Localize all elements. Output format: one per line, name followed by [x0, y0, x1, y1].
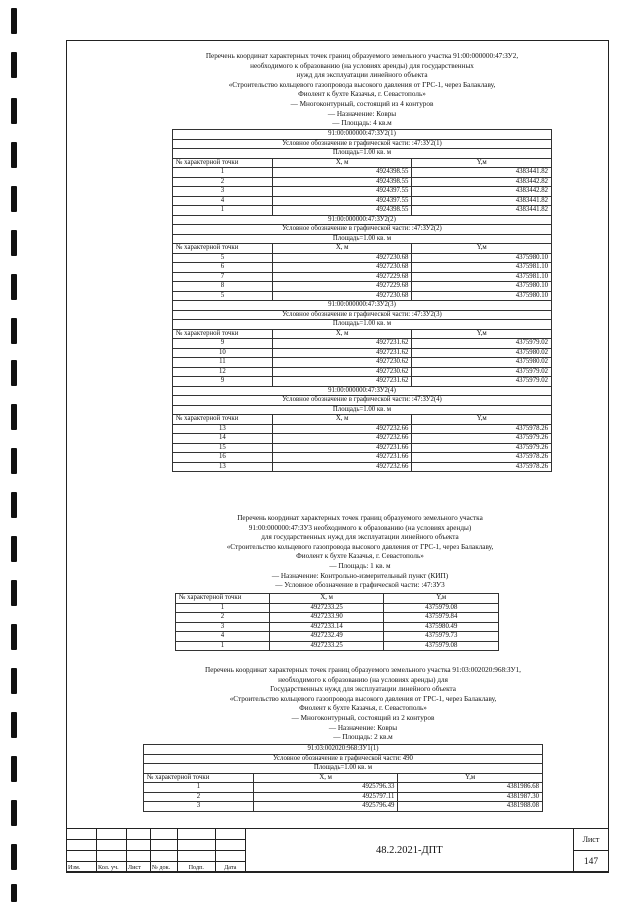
section-condition: Условное обозначение в графической части: 490 — [144, 754, 543, 764]
stamp-cell — [177, 851, 215, 862]
coord-y: 4375981.10 — [412, 263, 552, 273]
section-cad: 91:00:000000:47:ЗУ2(3) — [173, 301, 552, 311]
binding-mark — [11, 536, 17, 562]
binding-mark — [11, 8, 17, 34]
coord-y: 4375980.10 — [412, 282, 552, 292]
coord-y: 4375979.73 — [384, 632, 499, 642]
point-number: 3 — [173, 187, 273, 197]
coord-x: 4927233.90 — [269, 613, 384, 623]
binding-mark — [11, 98, 17, 124]
stamp-table — [66, 828, 609, 873]
coord-x: 4924397.55 — [272, 196, 412, 206]
header-line: Фиолент к бухте Казачья, г. Севастополь» — [296, 552, 424, 561]
header-line: — Назначение: Ковры — [328, 723, 398, 732]
stamp-cell — [126, 851, 150, 862]
coord-y: 4375979.26 — [412, 443, 552, 453]
point-number: 1 — [173, 168, 273, 178]
point-number: 3 — [144, 802, 254, 812]
coord-y: 4375981.10 — [412, 272, 552, 282]
section-area-row — [173, 149, 552, 159]
point-number: 9 — [173, 377, 273, 387]
header-line: необходимого к образованию (на условиях аренды) для государственных — [250, 61, 474, 70]
binding-mark — [11, 404, 17, 430]
stamp-label-signature: Подп. — [177, 862, 215, 873]
section-cond-row — [173, 310, 552, 320]
binding-mark — [11, 318, 17, 344]
binding-mark — [11, 580, 17, 606]
col-header-y: Y,м — [398, 773, 543, 783]
coord-y: 4375979.02 — [412, 377, 552, 387]
stamp-cell — [215, 851, 245, 862]
point-number: 2 — [176, 613, 270, 623]
coord-x: 4927233.25 — [269, 641, 384, 651]
block1-coords-table — [172, 129, 552, 472]
header-line: — Площадь: 2 кв.м — [333, 733, 393, 742]
binding-mark — [11, 712, 17, 738]
binding-mark — [11, 274, 17, 300]
section-area-row — [173, 234, 552, 244]
point-number: 13 — [173, 462, 273, 472]
coord-y: 4383441.82 — [412, 196, 552, 206]
coord-x: 4927232.66 — [272, 434, 412, 444]
table-row — [144, 783, 543, 793]
point-number: 15 — [173, 443, 273, 453]
column-header-row — [173, 244, 552, 254]
binding-mark — [11, 884, 17, 902]
stamp-cell — [126, 840, 150, 851]
coord-y: 4375979.26 — [412, 434, 552, 444]
coord-y: 4375978.26 — [412, 424, 552, 434]
header-line: необходимого к образованию (на условиях аренды) для — [278, 675, 448, 684]
binding-mark — [11, 800, 17, 826]
table-row — [173, 434, 552, 444]
header-line: Фиолент к бухте Казачья, г. Севастополь» — [299, 704, 427, 713]
section-condition: Условное обозначение в графической части: :47:ЗУ2(3) — [173, 310, 552, 320]
coord-x: 4927231.66 — [272, 453, 412, 463]
coord-x: 4924398.55 — [272, 168, 412, 178]
table-row — [173, 443, 552, 453]
col-header-x: X, м — [272, 158, 412, 168]
stamp-cell — [126, 829, 150, 840]
table-row — [173, 453, 552, 463]
section-area: Площадь=1.00 кв. м — [173, 149, 552, 159]
table-row — [173, 339, 552, 349]
binding-mark — [11, 142, 17, 168]
header-line: — Назначение: Контрольно-измерительный пункт (КИП) — [271, 571, 449, 580]
binding-mark — [11, 52, 17, 78]
stamp-cell — [150, 851, 177, 862]
coord-y: 4375980.10 — [412, 291, 552, 301]
stamp-cell — [177, 840, 215, 851]
header-line: — Условное обозначение в графической части: :47:ЗУ3 — [275, 581, 445, 590]
table-row — [173, 282, 552, 292]
stamp-label-count: Кол. уч. — [96, 862, 126, 873]
coord-y: 4375979.08 — [384, 641, 499, 651]
section-area-row — [144, 764, 543, 774]
coord-x: 4927232.49 — [269, 632, 384, 642]
binding-mark — [11, 448, 17, 474]
table-row — [173, 377, 552, 387]
binding-mark — [11, 756, 17, 782]
col-header-y: Y,м — [412, 244, 552, 254]
binding-mark — [11, 844, 17, 870]
coord-x: 4924397.55 — [272, 187, 412, 197]
header-line: «Строительство кольцевого газопровода высокого давления от ГРС-1, через Балаклаву, — [228, 80, 496, 89]
coord-x: 4927230.68 — [272, 253, 412, 263]
coord-x: 4927230.62 — [272, 358, 412, 368]
header-line: 91:00:000000:47:ЗУ3 необходимого к образованию (на условиях аренды) — [248, 523, 472, 532]
section-cond-row — [173, 225, 552, 235]
col-header-point: № характерной точки — [144, 773, 254, 783]
table-row — [173, 367, 552, 377]
coord-y: 4375979.02 — [412, 367, 552, 377]
coord-x: 4927231.62 — [272, 348, 412, 358]
header-line: Государственных нужд для эксплуатации линейного объекта — [270, 685, 456, 694]
point-number: 11 — [173, 358, 273, 368]
table-row — [173, 168, 552, 178]
coord-y: 4381988.08 — [398, 802, 543, 812]
document-code: 48.2.2021-ДПТ — [245, 829, 573, 873]
point-number: 9 — [173, 339, 273, 349]
col-header-point: № характерной точки — [176, 594, 270, 604]
block2-coords-table — [175, 593, 499, 651]
coord-y: 4381987.30 — [398, 792, 543, 802]
point-number: 1 — [173, 206, 273, 216]
table-row — [173, 206, 552, 216]
col-header-point: № характерной точки — [173, 329, 273, 339]
header-line: для государственных нужд для эксплуатации линейного объекта — [261, 533, 459, 542]
title-stamp — [66, 828, 609, 872]
point-number: 1 — [176, 641, 270, 651]
header-line: — Площадь: 1 кв. м — [329, 561, 391, 570]
sheet-label: Лист — [573, 829, 608, 851]
col-header-point: № характерной точки — [173, 415, 273, 425]
coord-x: 4924398.55 — [272, 177, 412, 187]
point-number: 1 — [144, 783, 254, 793]
stamp-label-date: Дата — [215, 862, 245, 873]
coord-x: 4927229.68 — [272, 282, 412, 292]
col-header-y: Y,м — [412, 329, 552, 339]
binding-mark — [11, 624, 17, 650]
header-line: Перечень координат характерных точек границ образуемого земельного участка — [237, 514, 483, 522]
table-row — [144, 802, 543, 812]
point-number: 2 — [144, 792, 254, 802]
stamp-cell — [177, 829, 215, 840]
table-row — [173, 187, 552, 197]
coord-y: 4383442.82 — [412, 187, 552, 197]
table-row — [144, 792, 543, 802]
stamp-cell — [150, 829, 177, 840]
section-area: Площадь=1.00 кв. м — [173, 234, 552, 244]
coord-x: 4927231.62 — [272, 377, 412, 387]
binding-mark — [11, 186, 17, 212]
header-line: «Строительство кольцевого газопровода высокого давления от ГРС-1, через Балаклаву, — [229, 694, 497, 703]
stamp-cell — [67, 829, 97, 840]
coord-y: 4375979.84 — [384, 613, 499, 623]
point-number: 13 — [173, 424, 273, 434]
stamp-cell — [67, 851, 97, 862]
table-row — [176, 603, 499, 613]
point-number: 5 — [173, 291, 273, 301]
coord-x: 4927230.68 — [272, 263, 412, 273]
block2-header — [170, 514, 550, 591]
section-area: Площадь=1.00 кв. м — [173, 405, 552, 415]
coord-x: 4927231.62 — [272, 339, 412, 349]
column-header-row — [144, 773, 543, 783]
table-row — [173, 272, 552, 282]
coord-y: 4375979.08 — [384, 603, 499, 613]
table-row — [173, 348, 552, 358]
sheet-number: 147 — [573, 851, 608, 873]
table-row — [176, 622, 499, 632]
table-row — [173, 291, 552, 301]
coord-y: 4375978.26 — [412, 453, 552, 463]
table-row — [173, 462, 552, 472]
stamp-cell — [96, 851, 126, 862]
stamp-cell — [96, 829, 126, 840]
section-cad: 91:03:002020:968:ЗУ1(1) — [144, 745, 543, 755]
column-header-row — [173, 158, 552, 168]
header-line: Перечень координат характерных точек границ образуемого земельного участка 91:03:002020:968:ЗУ1, — [205, 666, 521, 674]
section-cad: 91:00:000000:47:ЗУ2(4) — [173, 386, 552, 396]
point-number: 8 — [173, 282, 273, 292]
col-header-x: X, м — [272, 415, 412, 425]
stamp-label-sheet: Лист — [126, 862, 150, 873]
section-cad-row — [173, 130, 552, 140]
coord-y: 4375979.02 — [412, 339, 552, 349]
coord-x: 4925796.49 — [253, 802, 398, 812]
column-header-row — [173, 329, 552, 339]
coord-y: 4375978.26 — [412, 462, 552, 472]
header-line: нужд для эксплуатации линейного объекта — [296, 71, 428, 80]
col-header-y: Y,м — [412, 415, 552, 425]
point-number: 12 — [173, 367, 273, 377]
col-header-x: X, м — [272, 244, 412, 254]
coord-y: 4375980.02 — [412, 348, 552, 358]
col-header-y: Y,м — [412, 158, 552, 168]
table-row — [176, 641, 499, 651]
stamp-label-docnum: № док. — [150, 862, 177, 873]
table-row — [173, 196, 552, 206]
coord-x: 4927229.68 — [272, 272, 412, 282]
point-number: 14 — [173, 434, 273, 444]
point-number: 6 — [173, 263, 273, 273]
coord-x: 4927230.68 — [272, 291, 412, 301]
coord-y: 4383442.82 — [412, 177, 552, 187]
section-condition: Условное обозначение в графической части: :47:ЗУ2(4) — [173, 396, 552, 406]
point-number: 7 — [173, 272, 273, 282]
column-header-row — [176, 594, 499, 604]
section-area-row — [173, 320, 552, 330]
section-cad-row — [173, 215, 552, 225]
coord-x: 4924398.55 — [272, 206, 412, 216]
stamp-cell — [67, 840, 97, 851]
header-line: Фиолент к бухте Казачья, г. Севастополь» — [298, 90, 426, 99]
block1-header — [172, 52, 552, 129]
coord-y: 4383441.82 — [412, 168, 552, 178]
col-header-x: X, м — [272, 329, 412, 339]
block3-header — [163, 666, 563, 743]
section-cad: 91:00:000000:47:ЗУ2(1) — [173, 130, 552, 140]
section-condition: Условное обозначение в графической части: :47:ЗУ2(1) — [173, 139, 552, 149]
section-condition: Условное обозначение в графической части: :47:ЗУ2(2) — [173, 225, 552, 235]
col-header-point: № характерной точки — [173, 244, 273, 254]
stamp-cell — [215, 829, 245, 840]
coord-y: 4383441.82 — [412, 206, 552, 216]
section-cad: 91:00:000000:47:ЗУ2(2) — [173, 215, 552, 225]
table-row — [173, 358, 552, 368]
header-line: — Многоконтурный, состоящий из 4 контуров — [290, 99, 434, 108]
point-number: 3 — [176, 622, 270, 632]
header-line: «Строительство кольцевого газопровода высокого давления от ГРС-1, через Балаклаву, — [226, 542, 494, 551]
point-number: 4 — [176, 632, 270, 642]
coord-y: 4375980.02 — [412, 358, 552, 368]
table-row — [176, 632, 499, 642]
table-row — [176, 613, 499, 623]
coord-y: 4375980.49 — [384, 622, 499, 632]
col-header-x: X, м — [253, 773, 398, 783]
stamp-row — [67, 829, 609, 840]
point-number: 4 — [173, 196, 273, 206]
table-row — [173, 424, 552, 434]
coord-x: 4927232.66 — [272, 424, 412, 434]
coord-y: 4375980.10 — [412, 253, 552, 263]
section-cad-row — [173, 301, 552, 311]
coord-x: 4927233.14 — [269, 622, 384, 632]
header-line: — Назначение: Ковры — [327, 109, 397, 118]
stamp-cell — [150, 840, 177, 851]
block3-coords-table — [143, 744, 543, 812]
point-number: 5 — [173, 253, 273, 263]
section-cond-row — [173, 139, 552, 149]
column-header-row — [173, 415, 552, 425]
header-line: — Площадь: 4 кв.м — [332, 119, 392, 128]
coord-x: 4927230.62 — [272, 367, 412, 377]
table-row — [173, 263, 552, 273]
table-row — [173, 253, 552, 263]
point-number: 16 — [173, 453, 273, 463]
section-area: Площадь=1.00 кв. м — [144, 764, 543, 774]
col-header-point: № характерной точки — [173, 158, 273, 168]
coord-x: 4927231.66 — [272, 443, 412, 453]
table-row — [173, 177, 552, 187]
binding-mark — [11, 492, 17, 518]
coord-x: 4925796.33 — [253, 783, 398, 793]
coord-x: 4927232.66 — [272, 462, 412, 472]
coord-x: 4925797.11 — [253, 792, 398, 802]
section-area: Площадь=1.00 кв. м — [173, 320, 552, 330]
header-line: Перечень координат характерных точек границ образуемого земельного участка 91:00:000000:47:ЗУ2, — [205, 52, 519, 60]
header-line: — Многоконтурный, состоящий из 2 контуров — [291, 713, 435, 722]
col-header-y: Y,м — [384, 594, 499, 604]
binding-mark — [11, 230, 17, 256]
point-number: 1 — [176, 603, 270, 613]
coord-x: 4927233.25 — [269, 603, 384, 613]
stamp-label-change: Изм. — [67, 862, 97, 873]
section-cond-row — [173, 396, 552, 406]
col-header-x: X, м — [269, 594, 384, 604]
section-area-row — [173, 405, 552, 415]
stamp-cell — [215, 840, 245, 851]
coord-y: 4381986.68 — [398, 783, 543, 793]
binding-mark — [11, 360, 17, 386]
section-cad-row — [144, 745, 543, 755]
point-number: 2 — [173, 177, 273, 187]
point-number: 10 — [173, 348, 273, 358]
section-cad-row — [173, 386, 552, 396]
stamp-cell — [96, 840, 126, 851]
binding-mark — [11, 668, 17, 694]
section-cond-row — [144, 754, 543, 764]
